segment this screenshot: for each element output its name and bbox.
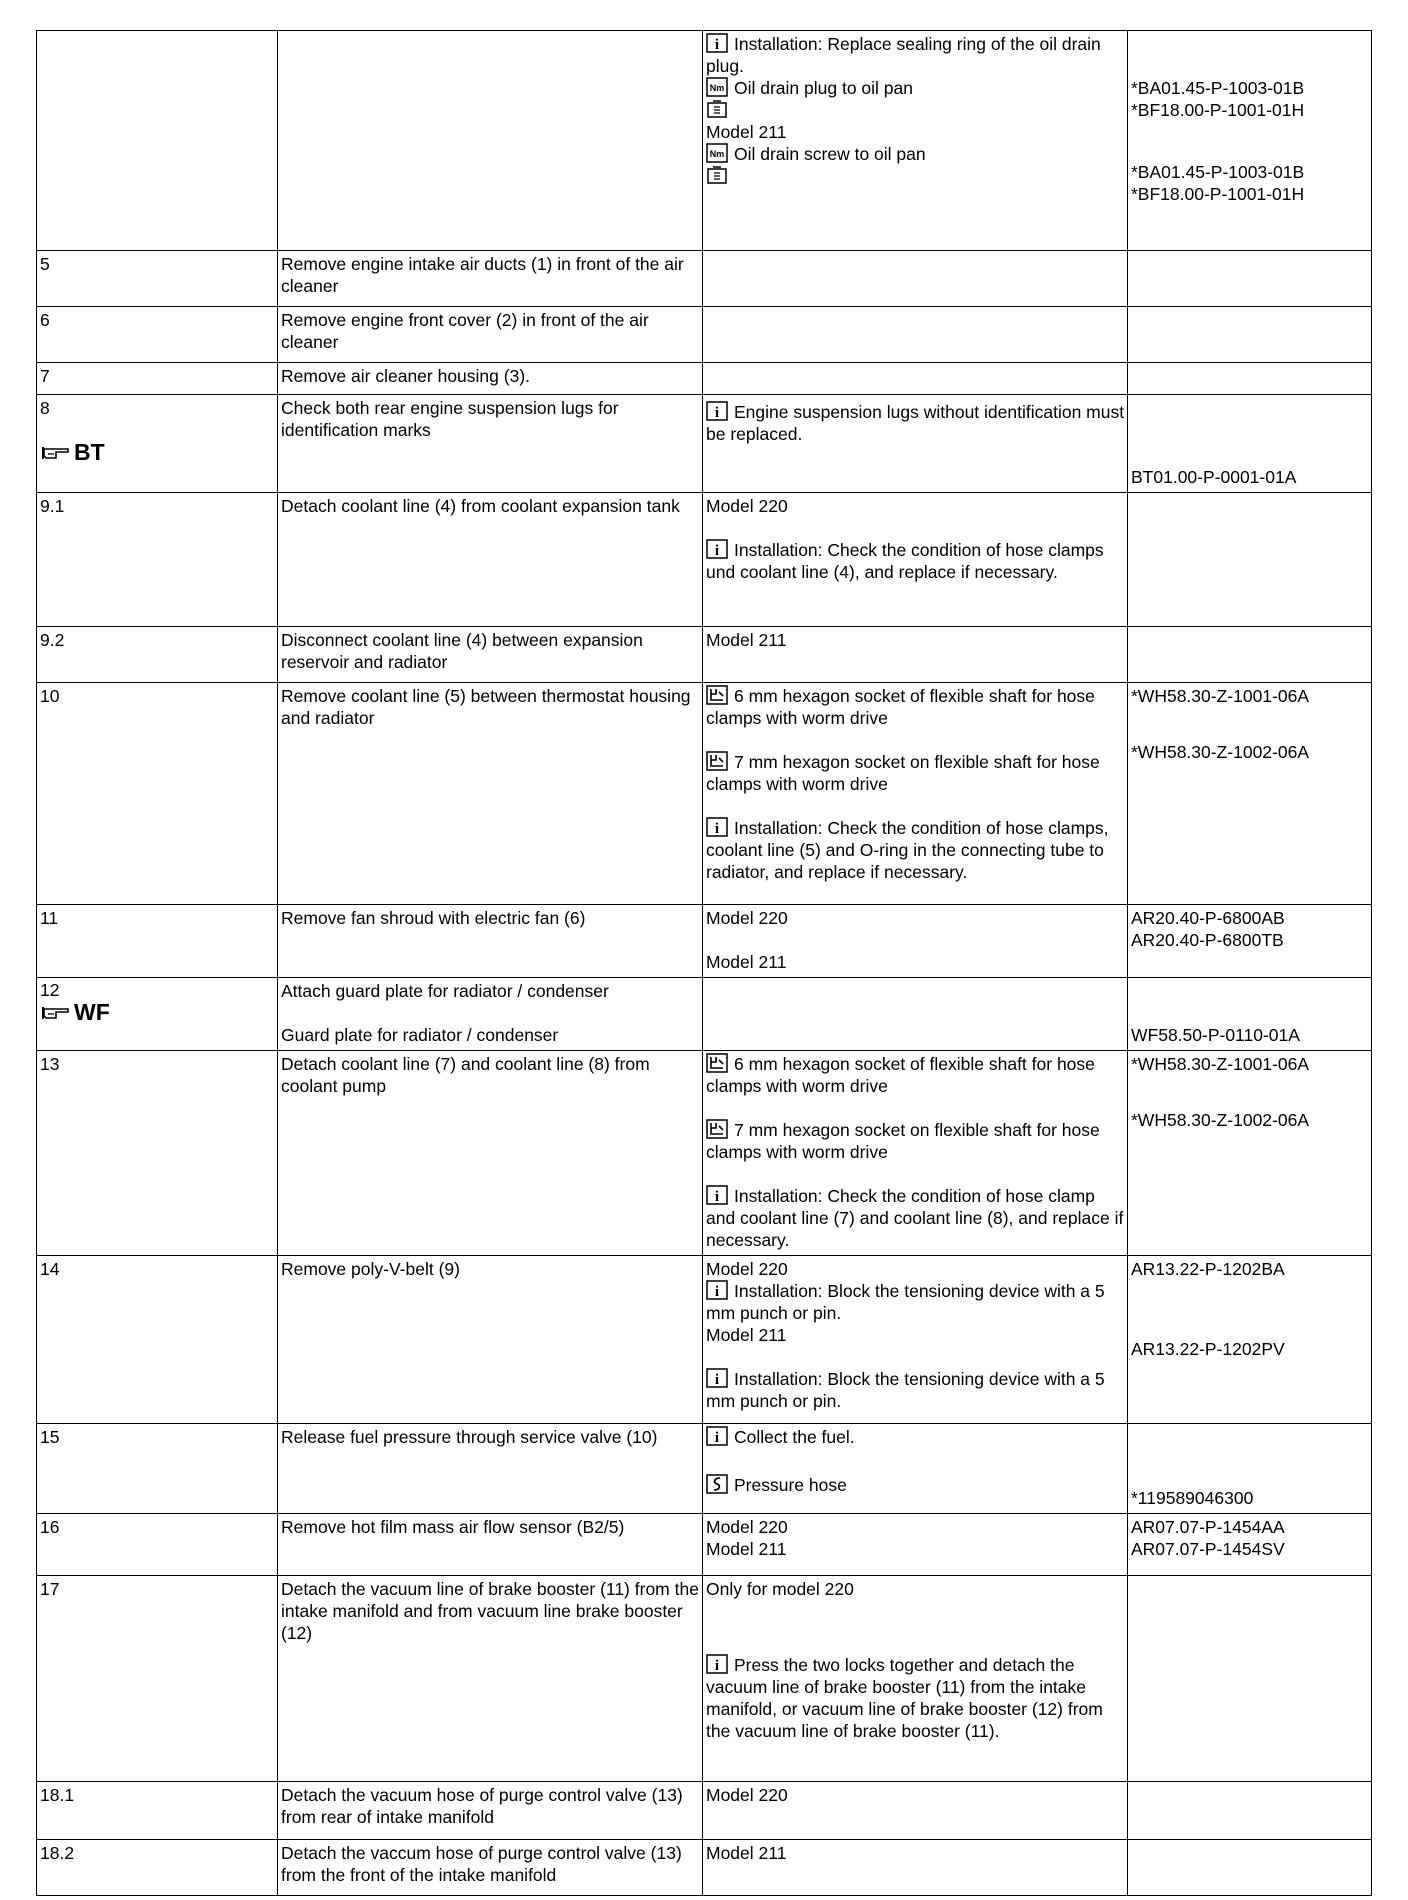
tool-text: 6 mm hexagon socket of flexible shaft for hose clamps with worm drive [706, 686, 1095, 728]
table-row [37, 978, 1372, 1051]
oil-can-icon [706, 99, 728, 119]
step-number: 15 [37, 1424, 278, 1514]
special-tool-icon [706, 1474, 728, 1494]
table-row [37, 1051, 1372, 1256]
info-icon [706, 539, 728, 559]
notes-cell [703, 31, 1128, 251]
procedure-table [36, 30, 1372, 1896]
table-row [37, 905, 1372, 978]
bt-tag[interactable]: BT [40, 441, 105, 463]
note-text: Installation: Check the condition of hose clamps und coolant line (4), and replace if necessary. [706, 540, 1104, 582]
reference-link[interactable]: AR13.22-P-1202BA [1131, 1259, 1285, 1279]
model-label: Model 211 [703, 627, 1128, 683]
action-text: Remove coolant line (5) between thermostat housing and radiator [278, 683, 703, 905]
table-row [37, 395, 1372, 493]
action-text: Detach the vacuum hose of purge control valve (13) from rear of intake manifold [278, 1782, 703, 1840]
reference-link[interactable]: AR13.22-P-1202PV [1131, 1339, 1285, 1359]
step-number: 14 [37, 1256, 278, 1424]
svg-text:i: i [714, 1658, 720, 1675]
info-icon [706, 1185, 728, 1205]
model-label: Model 211 [703, 1840, 1128, 1896]
table-row [37, 1256, 1372, 1424]
reference-link[interactable]: *WH58.30-Z-1002-06A [1131, 742, 1309, 762]
note-text: Installation: Replace sealing ring of the oil drain plug. [706, 34, 1101, 76]
table-row [37, 1782, 1372, 1840]
step-number: 11 [37, 905, 278, 978]
tool-text: Pressure hose [734, 1475, 847, 1495]
action-text: Remove air cleaner housing (3). [278, 363, 703, 395]
reference-link[interactable]: AR20.40-P-6800AB [1131, 908, 1285, 928]
svg-text:i: i [714, 543, 720, 560]
table-row [37, 627, 1372, 683]
step-number: 17 [37, 1576, 278, 1782]
reference-link[interactable]: *WH58.30-Z-1002-06A [1131, 1110, 1309, 1130]
reference-link[interactable]: *BA01.45-P-1003-01B [1131, 78, 1305, 98]
svg-text:Nm: Nm [709, 149, 725, 160]
svg-text:i: i [714, 405, 720, 422]
model-label: Model 211 [706, 1325, 787, 1345]
oil-can-icon [706, 165, 728, 185]
action-text: Detach the vaccum hose of purge control valve (13) from the front of the intake manifold [278, 1840, 703, 1896]
step-number: 9.1 [37, 493, 278, 627]
model-label: Model 220 [706, 1517, 788, 1537]
info-icon [706, 1280, 728, 1300]
info-icon [706, 33, 728, 53]
svg-text:i: i [714, 1189, 720, 1206]
torque-icon [706, 143, 728, 163]
table-row [37, 493, 1372, 627]
action-text: Attach guard plate for radiator / condenser [281, 981, 609, 1001]
table-row [37, 1576, 1372, 1782]
info-icon [706, 1368, 728, 1388]
info-icon [706, 1654, 728, 1674]
step-number: 18.2 [37, 1840, 278, 1896]
reference-link[interactable]: AR07.07-P-1454AA [1131, 1517, 1285, 1537]
action-text: Remove engine front cover (2) in front of the air cleaner [278, 307, 703, 363]
tool-text: Guard plate for radiator / condenser [281, 1025, 559, 1045]
action-text: Remove engine intake air ducts (1) in front of the air cleaner [278, 251, 703, 307]
model-label: Model 211 [706, 1539, 787, 1559]
table-row [37, 1840, 1372, 1896]
action-text: Disconnect coolant line (4) between expansion reservoir and radiator [278, 627, 703, 683]
step-number: 16 [37, 1514, 278, 1576]
tool-text: 7 mm hexagon socket on flexible shaft for hose clamps with worm drive [706, 1120, 1100, 1162]
step-number: 7 [37, 363, 278, 395]
note-text: Engine suspension lugs without identification must be replaced. [706, 402, 1125, 444]
step-number: 18.1 [37, 1782, 278, 1840]
tool-text: 7 mm hexagon socket on flexible shaft for hose clamps with worm drive [706, 752, 1100, 794]
table-row [37, 251, 1372, 307]
action-text: Detach the vacuum line of brake booster (11) from the intake manifold and from vacuum line brake booster (12) [278, 1576, 703, 1782]
action-text: Remove hot film mass air flow sensor (B2/5) [278, 1514, 703, 1576]
reference-link[interactable]: *WH58.30-Z-1001-06A [1131, 1054, 1309, 1074]
reference-cell [1128, 31, 1372, 251]
step-cell [37, 31, 278, 251]
table-row [37, 363, 1372, 395]
action-text: Remove fan shroud with electric fan (6) [278, 905, 703, 978]
step-number: 10 [37, 683, 278, 905]
note-text: Installation: Block the tensioning device with a 5 mm punch or pin. [706, 1369, 1105, 1411]
table-row [37, 683, 1372, 905]
step-number: 13 [37, 1051, 278, 1256]
table-row [37, 1424, 1372, 1514]
action-text: Remove poly-V-belt (9) [278, 1256, 703, 1424]
action-text: Release fuel pressure through service valve (10) [278, 1424, 703, 1514]
step-number: 8 [40, 398, 50, 418]
svg-text:i: i [714, 1284, 720, 1301]
reference-link[interactable]: *BF18.00-P-1001-01H [1131, 184, 1305, 204]
model-label: Only for model 220 [706, 1579, 854, 1599]
model-label: Model 220 [703, 1782, 1128, 1840]
model-label: Model 220 [706, 1259, 788, 1279]
socket-tool-icon [706, 1119, 728, 1139]
reference-link[interactable]: AR20.40-P-6800TB [1131, 930, 1284, 950]
torque-icon [706, 77, 728, 97]
model-label: Model 211 [706, 122, 787, 142]
pointing-hand-icon [40, 1003, 70, 1021]
step-cell [37, 978, 278, 1051]
svg-text:i: i [714, 1430, 720, 1447]
note-text: Oil drain plug to oil pan [734, 78, 913, 98]
svg-text:i: i [714, 821, 720, 838]
model-label: Model 220 [706, 496, 788, 516]
reference-link[interactable]: *119589046300 [1131, 1488, 1254, 1508]
info-icon [706, 401, 728, 421]
action-text: Detach coolant line (7) and coolant line (8) from coolant pump [278, 1051, 703, 1256]
table-row [37, 307, 1372, 363]
step-number: 12 [40, 980, 60, 1000]
table-row [37, 1514, 1372, 1576]
socket-tool-icon [706, 685, 728, 705]
reference-link[interactable]: *WH58.30-Z-1001-06A [1131, 686, 1309, 706]
pointing-hand-icon [40, 443, 70, 461]
note-text: Press the two locks together and detach the vacuum line of brake booster (11) from the intake manifold, or vacuum line of brake booster (12) from the vacuum line of brake booster (11). [706, 1655, 1103, 1741]
step-number: 9.2 [37, 627, 278, 683]
step-cell [37, 395, 278, 493]
note-text: Installation: Block the tensioning device with a 5 mm punch or pin. [706, 1281, 1105, 1323]
socket-tool-icon [706, 1053, 728, 1073]
action-cell [278, 31, 703, 251]
step-number: 5 [37, 251, 278, 307]
svg-text:Nm: Nm [709, 83, 725, 94]
tool-text: 6 mm hexagon socket of flexible shaft for hose clamps with worm drive [706, 1054, 1095, 1096]
reference-link[interactable]: AR07.07-P-1454SV [1131, 1539, 1285, 1559]
wf-tag[interactable]: WF [40, 1002, 110, 1022]
info-icon [706, 1426, 728, 1446]
svg-text:i: i [714, 1372, 720, 1389]
reference-link[interactable]: BT01.00-P-0001-01A [1131, 467, 1297, 487]
action-text: Detach coolant line (4) from coolant expansion tank [278, 493, 703, 627]
reference-link[interactable]: *BA01.45-P-1003-01B [1131, 162, 1305, 182]
note-text: Installation: Check the condition of hose clamp and coolant line (7) and coolant line (8), and replace if necessary. [706, 1186, 1124, 1250]
socket-tool-icon [706, 751, 728, 771]
note-text: Oil drain screw to oil pan [734, 144, 926, 164]
info-icon [706, 817, 728, 837]
reference-link[interactable]: *BF18.00-P-1001-01H [1131, 100, 1305, 120]
note-text: Installation: Check the condition of hose clamps, coolant line (5) and O-ring in the connecting tube to radiator, and replace if necessary. [706, 818, 1109, 882]
step-number: 6 [37, 307, 278, 363]
action-text: Check both rear engine suspension lugs for identification marks [278, 395, 703, 493]
model-label: Model 220 [706, 908, 788, 928]
svg-text:i: i [714, 37, 720, 54]
reference-link[interactable]: WF58.50-P-0110-01A [1131, 1025, 1300, 1045]
note-text: Collect the fuel. [734, 1427, 855, 1447]
table-row [37, 31, 1372, 251]
model-label: Model 211 [706, 952, 787, 972]
